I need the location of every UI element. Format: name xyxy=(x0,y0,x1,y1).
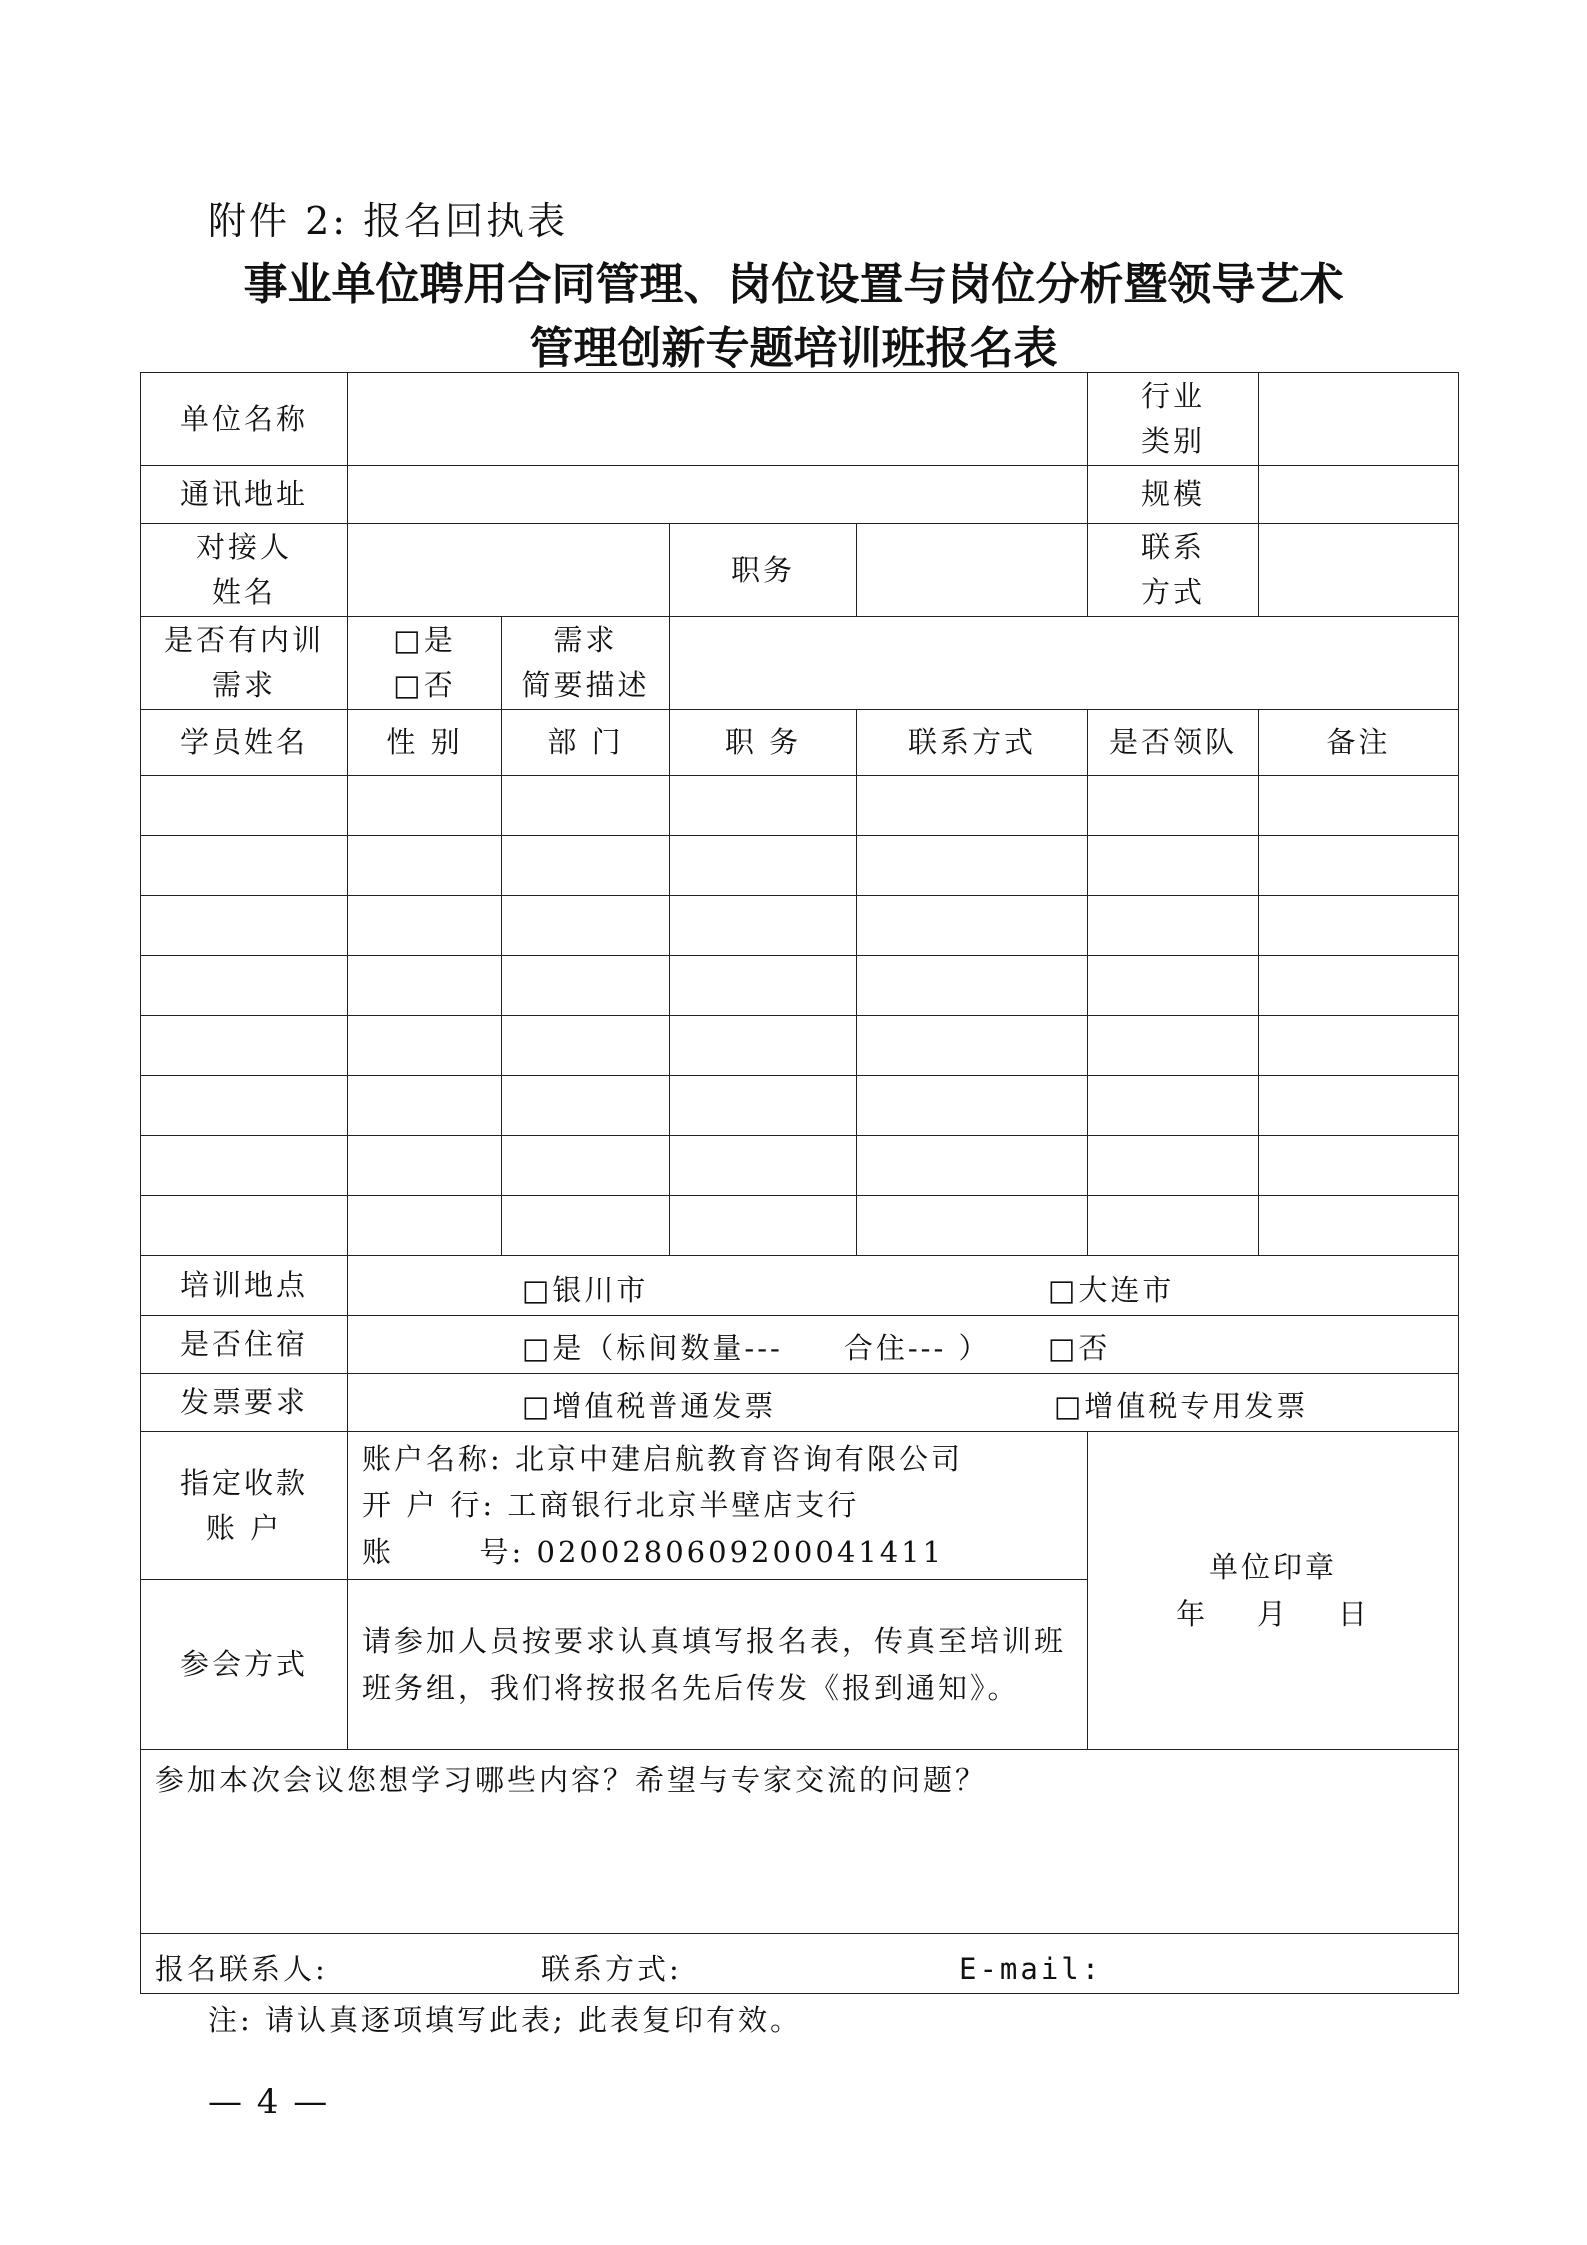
invoice-row xyxy=(141,1374,1459,1432)
accommodation-no-checkbox[interactable]: □否 xyxy=(1048,1331,1111,1365)
cell[interactable] xyxy=(502,1076,670,1136)
unit-name-label: 单位名称 xyxy=(141,373,348,466)
account-row xyxy=(141,1432,1459,1580)
trainee-row xyxy=(141,836,1459,896)
cell[interactable] xyxy=(1088,1196,1259,1256)
col-position: 职 务 xyxy=(670,710,857,776)
invoice-label: 发票要求 xyxy=(141,1374,348,1432)
seal-date: 年 月 日 xyxy=(1176,1596,1370,1631)
col-team-leader: 是否领队 xyxy=(1088,710,1259,776)
cell[interactable] xyxy=(141,1196,348,1256)
cell[interactable] xyxy=(502,776,670,836)
cell[interactable] xyxy=(670,896,857,956)
form-title-line-1: 事业单位聘用合同管理、岗位设置与岗位分析暨领导艺术 xyxy=(243,259,1344,310)
cell[interactable] xyxy=(1088,1016,1259,1076)
accommodation-yes-checkbox[interactable]: □是（标间数量--- 合住--- ） xyxy=(522,1331,991,1365)
industry-label: 行业 类别 xyxy=(1088,373,1259,466)
cell[interactable] xyxy=(857,1196,1088,1256)
join-method-label: 参会方式 xyxy=(141,1580,348,1750)
internal-training-label: 是否有内训 需求 xyxy=(141,617,348,710)
cell[interactable] xyxy=(502,896,670,956)
signup-contact-row xyxy=(141,1934,1459,1994)
col-remarks: 备注 xyxy=(1259,710,1459,776)
contact-info-label: 联系 方式 xyxy=(1088,524,1259,617)
address-field[interactable] xyxy=(348,466,1088,524)
cell[interactable] xyxy=(348,1196,502,1256)
question-text: 参加本次会议您想学习哪些内容？希望与专家交流的问题？ xyxy=(155,1763,988,1797)
position-field[interactable] xyxy=(857,524,1088,617)
trainee-row xyxy=(141,956,1459,1016)
trainee-row xyxy=(141,1016,1459,1076)
training-location-label: 培训地点 xyxy=(141,1256,348,1316)
address-row xyxy=(141,466,1459,524)
cell[interactable] xyxy=(1259,896,1459,956)
trainee-row xyxy=(141,896,1459,956)
cell[interactable] xyxy=(502,836,670,896)
unit-name-field[interactable] xyxy=(348,373,1088,466)
question-field[interactable] xyxy=(141,1750,1459,1934)
cell[interactable] xyxy=(141,1136,348,1196)
cell[interactable] xyxy=(348,956,502,1016)
cell[interactable] xyxy=(141,836,348,896)
trainee-row xyxy=(141,1196,1459,1256)
cell[interactable] xyxy=(348,836,502,896)
internal-training-row xyxy=(141,617,1459,710)
contact-person-field[interactable] xyxy=(348,524,670,617)
cell[interactable] xyxy=(141,896,348,956)
position-label: 职务 xyxy=(670,524,857,617)
account-label: 指定收款 账 户 xyxy=(141,1432,348,1580)
address-label: 通讯地址 xyxy=(141,466,348,524)
unit-seal-area xyxy=(1088,1432,1459,1750)
signup-contact-label: 报名联系人: xyxy=(155,1952,328,1986)
cell[interactable] xyxy=(1259,1136,1459,1196)
join-method-text: 请参加人员按要求认真填写报名表，传真至培训班 班务组，我们将按报名先后传发《报到通知》。 xyxy=(348,1580,1088,1750)
cell[interactable] xyxy=(857,836,1088,896)
col-gender: 性 别 xyxy=(348,710,502,776)
cell[interactable] xyxy=(670,1136,857,1196)
accommodation-label: 是否住宿 xyxy=(141,1316,348,1374)
cell[interactable] xyxy=(670,836,857,896)
cell[interactable] xyxy=(857,1076,1088,1136)
account-name: 账户名称: 北京中建启航教育咨询有限公司 xyxy=(362,1441,963,1476)
form-title-line-2: 管理创新专题培训班报名表 xyxy=(529,323,1058,374)
cell[interactable] xyxy=(670,1196,857,1256)
attachment-label: 附件 2: 报名回执表 xyxy=(208,199,569,243)
cell[interactable] xyxy=(502,1196,670,1256)
contact-info-field[interactable] xyxy=(1259,524,1459,617)
col-trainee-name: 学员姓名 xyxy=(141,710,348,776)
cell[interactable] xyxy=(502,1136,670,1196)
cell[interactable] xyxy=(1088,896,1259,956)
cell[interactable] xyxy=(1088,776,1259,836)
cell[interactable] xyxy=(670,1016,857,1076)
contact-person-label: 对接人 姓名 xyxy=(141,524,348,617)
unit-name-row xyxy=(141,373,1459,466)
cell[interactable] xyxy=(1259,1016,1459,1076)
signup-contact-field[interactable] xyxy=(141,1934,1459,1994)
internal-training-yes-checkbox[interactable]: □是 xyxy=(393,623,456,658)
cell[interactable] xyxy=(1259,776,1459,836)
training-location-row xyxy=(141,1256,1459,1316)
accommodation-options xyxy=(348,1316,1459,1374)
internal-training-options xyxy=(348,617,502,710)
account-bank: 开 户 行: 工商银行北京半壁店支行 xyxy=(362,1488,860,1523)
trainee-row xyxy=(141,1076,1459,1136)
cell[interactable] xyxy=(141,956,348,1016)
training-location-options xyxy=(348,1256,1459,1316)
scale-label: 规模 xyxy=(1088,466,1259,524)
cell[interactable] xyxy=(141,1076,348,1136)
need-desc-label: 需求 简要描述 xyxy=(502,617,670,710)
cell[interactable] xyxy=(1259,956,1459,1016)
col-contact: 联系方式 xyxy=(857,710,1088,776)
cell[interactable] xyxy=(1088,836,1259,896)
need-desc-field[interactable] xyxy=(670,617,1459,710)
registration-form-table xyxy=(140,372,1459,1994)
cell[interactable] xyxy=(1259,1076,1459,1136)
cell[interactable] xyxy=(141,776,348,836)
account-info xyxy=(348,1432,1088,1580)
industry-field[interactable] xyxy=(1259,373,1459,466)
question-row xyxy=(141,1750,1459,1934)
trainee-header-row xyxy=(141,710,1459,776)
cell[interactable] xyxy=(857,896,1088,956)
cell[interactable] xyxy=(348,776,502,836)
cell[interactable] xyxy=(348,1076,502,1136)
cell[interactable] xyxy=(348,1136,502,1196)
cell[interactable] xyxy=(502,1016,670,1076)
page-number: — 4 — xyxy=(208,2082,330,2122)
cell[interactable] xyxy=(502,956,670,1016)
cell[interactable] xyxy=(1088,1076,1259,1136)
cell[interactable] xyxy=(670,776,857,836)
trainee-row xyxy=(141,776,1459,836)
cell[interactable] xyxy=(141,1016,348,1076)
internal-training-no-checkbox[interactable]: □否 xyxy=(393,668,456,702)
location-yinchuan-checkbox[interactable]: □银川市 xyxy=(522,1273,649,1307)
cell[interactable] xyxy=(1088,956,1259,1016)
cell[interactable] xyxy=(857,1136,1088,1196)
col-department: 部 门 xyxy=(502,710,670,776)
cell[interactable] xyxy=(857,1016,1088,1076)
signup-email-label: E-mail: xyxy=(959,1952,1103,1986)
signup-phone-label: 联系方式: xyxy=(541,1952,682,1986)
cell[interactable] xyxy=(857,956,1088,1016)
cell[interactable] xyxy=(348,896,502,956)
accommodation-row xyxy=(141,1316,1459,1374)
seal-label: 单位印章 xyxy=(1208,1550,1337,1585)
scale-field[interactable] xyxy=(1259,466,1459,524)
cell[interactable] xyxy=(1088,1136,1259,1196)
cell[interactable] xyxy=(1259,836,1459,896)
account-number: 账 号: 0200280609200041411 xyxy=(362,1534,945,1569)
invoice-normal-checkbox[interactable]: □增值税普通发票 xyxy=(522,1389,777,1423)
cell[interactable] xyxy=(857,776,1088,836)
cell[interactable] xyxy=(1259,1196,1459,1256)
footnote: 注: 请认真逐项填写此表; 此表复印有效。 xyxy=(208,2003,802,2037)
invoice-options xyxy=(348,1374,1459,1432)
cell[interactable] xyxy=(670,956,857,1016)
cell[interactable] xyxy=(348,1016,502,1076)
trainee-row xyxy=(141,1136,1459,1196)
invoice-special-checkbox[interactable]: □增值税专用发票 xyxy=(1054,1389,1309,1423)
location-dalian-checkbox[interactable]: □大连市 xyxy=(1048,1273,1175,1307)
cell[interactable] xyxy=(670,1076,857,1136)
contact-person-row xyxy=(141,524,1459,617)
